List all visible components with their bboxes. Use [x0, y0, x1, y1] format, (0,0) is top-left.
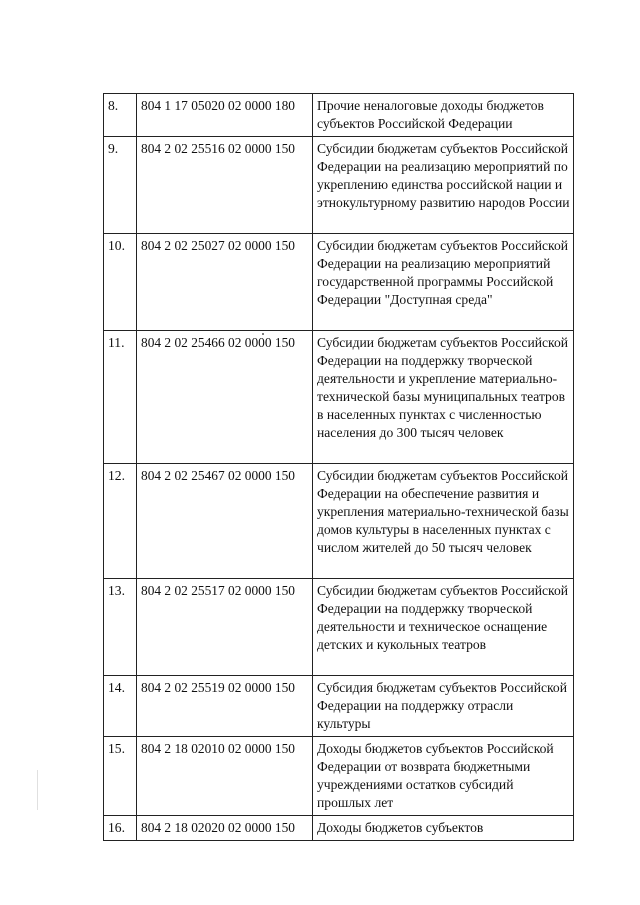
table-row [104, 234, 574, 331]
revenue-name: Субсидии бюджетам субъектов Российской Федерации на поддержку творческой деятельности и техническое оснащение детских и кукольных театров [313, 579, 574, 676]
row-number: 8. [104, 94, 137, 137]
table-row [104, 331, 574, 464]
table-row [104, 816, 574, 841]
revenue-name: Прочие неналоговые доходы бюджетов субъектов Российской Федерации [313, 94, 574, 137]
budget-classification-code: 804 2 02 25517 02 0000 150 [137, 579, 313, 676]
row-number: 14. [104, 676, 137, 737]
table-row [104, 737, 574, 816]
row-number: 12. [104, 464, 137, 579]
scan-speck [262, 333, 264, 335]
scan-margin-mark [37, 770, 38, 810]
table-row [104, 94, 574, 137]
row-number: 9. [104, 137, 137, 234]
row-number: 15. [104, 737, 137, 816]
budget-classification-code: 804 2 18 02010 02 0000 150 [137, 737, 313, 816]
revenue-name: Субсидия бюджетам субъектов Российской Федерации на поддержку отрасли культуры [313, 676, 574, 737]
table-row [104, 676, 574, 737]
budget-classification-code: 804 2 02 25467 02 0000 150 [137, 464, 313, 579]
budget-classification-code: 804 2 02 25516 02 0000 150 [137, 137, 313, 234]
revenue-name: Доходы бюджетов субъектов Российской Федерации от возврата бюджетными учреждениями остатков субсидий прошлых лет [313, 737, 574, 816]
revenue-name: Доходы бюджетов субъектов [313, 816, 574, 841]
budget-classification-code: 804 2 02 25027 02 0000 150 [137, 234, 313, 331]
budget-classification-code: 804 2 02 25519 02 0000 150 [137, 676, 313, 737]
row-number: 13. [104, 579, 137, 676]
revenue-name: Субсидии бюджетам субъектов Российской Федерации на реализацию мероприятий по укреплению единства российской нации и этнокультурному развитию народов России [313, 137, 574, 234]
budget-classification-code: 804 1 17 05020 02 0000 180 [137, 94, 313, 137]
budget-classification-code: 804 2 02 25466 02 0000 150 [137, 331, 313, 464]
revenue-codes-table [103, 93, 574, 841]
row-number: 16. [104, 816, 137, 841]
budget-classification-code: 804 2 18 02020 02 0000 150 [137, 816, 313, 841]
row-number: 10. [104, 234, 137, 331]
table-row [104, 137, 574, 234]
revenue-name: Субсидии бюджетам субъектов Российской Федерации на поддержку творческой деятельности и укрепление материально-технической базы муниципальных театров в населенных пунктах с численностью населения до 300 тысяч человек [313, 331, 574, 464]
revenue-name: Субсидии бюджетам субъектов Российской Федерации на реализацию мероприятий государственной программы Российской Федерации "Доступная среда" [313, 234, 574, 331]
table-row [104, 579, 574, 676]
row-number: 11. [104, 331, 137, 464]
revenue-name: Субсидии бюджетам субъектов Российской Федерации на обеспечение развития и укрепления материально-технической базы домов культуры в населенных пунктах с числом жителей до 50 тысяч человек [313, 464, 574, 579]
table-row [104, 464, 574, 579]
